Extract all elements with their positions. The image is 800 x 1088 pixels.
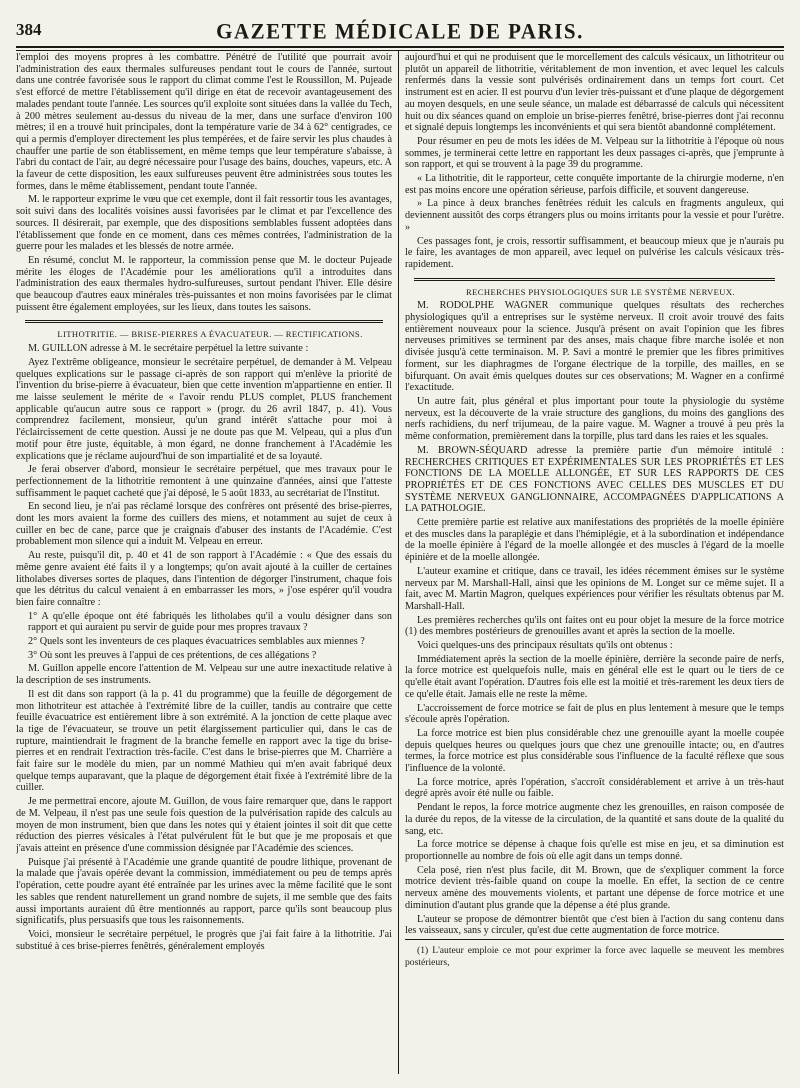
article-paragraph: Cette première partie est relative aux manifestations des propriétés de la moelle épinière et des muscles dans la paraplégie et dans l'hémiplégie, et à la subordination et indépendance de la moelle épinière à l'égard de la moelle allongée et des muscles à l'égard de la moelle épinière et de la moelle allongée. — [405, 517, 784, 564]
article-paragraph: Au reste, puisqu'il dit, p. 40 et 41 de son rapport à l'Académie : « Que des essais du même genre avaient été faits il y a longtemps; qu'on avait ajouté à la cuiller de certaines litholabes diverses sortes de plaques, dans l'intention de dégorger l'instrument, chaque fois que les détritus du calcul venaient à en embarrasser les mors, » j'ose espérer qu'il voudra bien faire connaître : — [16, 550, 392, 608]
article-paragraph: Voici quelques-uns des principaux résultats qu'ils ont obtenus : — [417, 640, 673, 652]
article-paragraph: Je me permettrai encore, ajoute M. Guillon, de vous faire remarquer que, dans le rapport de M. Velpeau, il n'est pas une seule fois question de la pulvérisation rapide des calculs au moyen de mon instrument, bien que dans les notes qui y étaient jointes il soit dit que cette réduction des pierres vésicales à l'état pulvérulent fût le but que je me proposais et que j'avais atteint en présence d'une commission désignée par l'Académie des sciences. — [16, 796, 392, 854]
article-paragraph: La force motrice est bien plus considérable chez une grenouille ayant la moelle coupée depuis quelques heures ou quelques jours que chez une grenouille intacte; ou, en d'autres termes, la force motrice est plus considérable sous l'influence de la faculté réflexe que sous l'influence de la volonté. — [405, 727, 784, 775]
article-paragraph: Pendant le repos, la force motrice augmente chez les grenouilles, en raison composée de la durée du repos, de la vitesse de la circulation, de la quantité et sans doute de la qualité du sang, etc. — [405, 802, 784, 837]
question-item: 3° Où sont les preuves à l'appui de ces prétentions, de ces allégations ? — [28, 649, 317, 661]
running-title: GAZETTE MÉDICALE DE PARIS. — [216, 18, 584, 44]
article-paragraph: En second lieu, je n'ai pas réclamé lorsque des confrères ont présenté des brise-pierres, dont les mors avaient la forme des cuillers des miens, et notamment au sujet de ceux à cuiller en bec de cane, parce que je craignais d'abuser des instants de l'Académie. C'est probablement mon silence qui a induit M. Velpeau en erreur. — [16, 501, 392, 548]
section-heading: RECHERCHES PHYSIOLOGIQUES SUR LE SYSTÈME NERVEUX. — [465, 286, 736, 297]
article-paragraph: M. BROWN-SÉQUARD adresse la première partie d'un mémoire intitulé : RECHERCHES CRITIQUES ET EXPÉRIMENTALES SUR LES PROPRIÉTÉS ET LES FONCTIONS DE LA MOELLE ALLONGÉE, ET SUR LES RAPPORTS DE CES PROPRIÉTÉS ET DE CES FONCTIONS AVEC CELLES DES MUSCLES ET DU SYSTÈME NERVEUX GANGLIONNAIRE, ACCOMPAGNÉES D'APPLICATIONS A LA PATHOLOGIE. — [405, 444, 784, 515]
article-paragraph: Voici, monsieur le secrétaire perpétuel, le progrès que j'ai fait faire à la lithotritie. J'ai substitué à ces brise-pierres fenêtrés, généralement employés — [16, 928, 392, 952]
article-paragraph: La force motrice se dépense à chaque fois qu'elle est mise en jeu, et sa diminution est proportionnelle au nombre de fois où elle agit dans un temps donné. — [405, 839, 784, 862]
article-paragraph: En résumé, conclut M. le rapporteur, la commission pense que M. le docteur Pujeade mérite les éloges de l'Académie pour les améliorations qu'il a introduites dans l'administration des eaux thermales hydro-sulfureuses, surtout pendant l'hiver. Elle désire que beaucoup d'autres eaux minérales très-puissantes et non moins favorisées par le climat puissent être également employées, sur les lieux, dans toutes les saisons. — [16, 254, 392, 313]
article-paragraph: Puisque j'ai présenté à l'Académie une grande quantité de poudre lithique, provenant de la malade que j'avais opérée devant la commission, immédiatement ou peu de temps après l'opération, cette poudre ayant été entraînée par les urines avec la même facilité que le sont les sables que rendent naturellement un grand nombre de sujets, il me semble que des faits aussi importants auraient dû être mentionnés au rapport, parce qu'ils sont beaucoup plus significatifs, plus persuasifs que tous les raisonnements. — [16, 856, 392, 927]
article-paragraph: Les premières recherches qu'ils ont faites ont eu pour objet la mesure de la force motrice (1) des membres postérieurs de grenouilles avant et après la section de la moelle. — [405, 614, 784, 638]
question-item: 2° Quels sont les inventeurs de ces plaques évacuatrices semblables aux miennes ? — [28, 636, 365, 648]
article-paragraph: Il est dit dans son rapport (à la p. 41 du programme) que la feuille de dégorgement de mon lithotriteur est attachée à l'extrémité libre de la cuiller, tandis au contraire que cette feuille évacuatrice est entièrement libre à son extrémité. A la jonction de cette plaque avec la tige de l'évacuateur, se trouve un petit élargissement particulier qui, dans le cas de rupture, maintiendrait le fragment de la branche femelle en rapport avec la tige du brise-pierres et en rendrait l'extraction très-facile. C'est dans le brise-pierres que M. Charrière a fait faire sur le modèle du mien, par un nommé Mathieu qui m'en avait fabriqué deux quelque temps auparavant, que la plaque de dégorgement était fixée à l'extrémité libre de la cuiller. — [16, 688, 392, 794]
page-header — [16, 10, 784, 44]
article-paragraph: Un autre fait, plus général et plus important pour toute la physiologie du système nerveux, est la découverte de la vraie structure des ganglions, du moins des ganglions des nerfs rachidiens, du nerf trijumeau, de la paire vague. M. Wagner a trouvé à peu près la même conformation, premièrement dans la torpille, plus tard dans les raies et les squales. — [405, 395, 784, 443]
article-paragraph: M. GUILLON adresse à M. le secrétaire perpétuel la lettre suivante : — [28, 343, 309, 355]
question-item: 1° A qu'elle époque ont été fabriqués les litholabes qu'il a voulu désigner dans son rapport et qui auraient pu servir de guide pour mes propres travaux ? — [28, 610, 392, 634]
right-column — [405, 52, 784, 1078]
article-paragraph: M. RODOLPHE WAGNER communique quelques résultats des recherches physiologiques qu'il a entreprises sur le système nerveux. Il croit avoir trouvé des faits entièrement nouveaux pour la science. Jusqu'à présent on avait l'opinion que les fibres nerveuses primitives se terminent par des anses, mais chaque fibre marche isolée et non divisée jusqu'à cette terminaison. M. P. Savi a montré le premier que les fibres primitives forment, sur les diaphragmes de l'organe électrique de la torpille, des mailles, en se bifurquant. On avait émis quelques doutes sur ces observations; M. Wagner en a confirmé l'exactitude. — [405, 300, 784, 394]
article-paragraph: La force motrice, après l'opération, s'accroît considérablement et arrive à un très-haut degré après avoir été nulle ou faible. — [405, 776, 784, 800]
article-paragraph: aujourd'hui et qui ne produisent que le morcellement des calculs vésicaux, un lithotriteur ou plutôt un appareil de lithotritie, véritablement de mon invention, et avec lequel les calculs renfermés dans la vessie sont pulvérisés ordinairement dans un temps fort court. Cet instrument est en acier. Il est pourvu d'un levier très-puissant et d'une plaque de dégorgement au moyen desquels, en une seule séance, un malade est débarrassé de calculs qui nécessitent huit ou dix séances quand on emploie un brise-pierres fenêtré, brise-pierres dont j'ai reconnu et signalé depuis longtemps les inconvénients et qui sera bientôt abandonné complétement. — [405, 52, 784, 134]
header-rule — [16, 46, 784, 51]
article-paragraph: L'auteur examine et critique, dans ce travail, les idées récemment émises sur le système nerveux par M. Marshall-Hall, ainsi que les opinions de M. Longet sur ce même sujet. Il a fait, avec M. Martin Magron, quelques expériences pour vérifier les résultats obtenus par M. Marshall-Hall. — [405, 565, 784, 612]
left-column — [16, 52, 392, 1078]
article-paragraph: Je ferai observer d'abord, monsieur le secrétaire perpétuel, que mes travaux pour le perfectionnement de la lithotritie remontent à une quinzaine d'années, ainsi que l'atteste suffisamment le paquet cacheté que j'ai déposé, le 5 août 1833, au secrétariat de l'Institut. — [16, 464, 392, 499]
article-paragraph: Immédiatement après la section de la moelle épinière, derrière la seconde paire de nerfs, la force motrice est quelquefois nulle, mais en général elle est le quart ou le tiers de ce qu'elle était avant l'opération. D'autres fois elle est la moitié et très-rarement les deux tiers de ce qu'elle était. Jamais elle ne reste la même. — [405, 653, 784, 700]
question-list — [16, 611, 392, 662]
article-paragraph: l'emploi des moyens propres à les combattre. Pénétré de l'utilité que pourrait avoir l'administration des eaux thermales sulfureuses pendant tout le cours de l'année, surtout dans une contrée favorisée sous le rapport du climat comme l'est le Roussillon, M. Pujeade s'est efforcé de mettre l'établissement qu'il dirige en état de recevoir avantageusement des malades pendant toute l'année. Les sources qu'il exploite sont situées dans la vallée du Tech, à 200 mètres seulement au-dessus du niveau de la mer, dans une surface d'environ 100 mètres; il en a trouvé huit principales, dont la température varie de 34 à 62° centigrades, ce qui a permis d'employer directement les plus tempérées, et de faire servir les plus chaudes à chauffer une partie de son établissement, en même temps que leur température s'abaisse, à l'abri du contact de l'air, au degré nécessaire pour l'usage des bains, douches, vapeurs, etc. A la faveur de cette disposition, les eaux sulfureuses peuvent être administrées sous toutes les formes, dans le même établissement, pendant toute l'année. — [16, 52, 392, 192]
section-heading: LITHOTRITIE. — BRISE-PIERRES A ÉVACUATEUR. — RECTIFICATIONS. — [57, 329, 363, 340]
page-number: 384 — [16, 20, 42, 39]
article-paragraph: M. le rapporteur exprime le vœu que cet exemple, dont il fait ressortir tous les avantages, soit suivi dans des localités voisines aussi favorisées par le climat et par l'excellence des sources. Il désirerait, par exemple, que des dispositions semblables fussent adoptées dans l'établissement que fonde en ce moment, dans ces mêmes contrées, l'administration de la guerre pour les malades et les blessés de notre armée. — [16, 194, 392, 253]
article-paragraph: L'auteur se propose de démontrer bientôt que c'est bien à l'action du sang contenu dans les vaisseaux, sans y circuler, qu'est due cette augmentation de force motrice. — [405, 913, 784, 937]
column-divider — [398, 50, 399, 1074]
quote-paragraph: « La lithotritie, dit le rapporteur, cette conquête importante de la chirurgie moderne, n'en est pas moins encore une opération sérieuse, parfois difficile, et souvent dangereuse. — [405, 173, 784, 196]
article-paragraph: Pour résumer en peu de mots les idées de M. Velpeau sur la lithotritie à l'époque où nous sommes, je terminerai cette lettre en rapportant les deux passages ci-après, que j'emprunte à son rapport, et qui se trouvent à la page 39 du programme. — [405, 135, 784, 171]
article-paragraph: M. Guillon appelle encore l'attention de M. Velpeau sur une autre inexactitude relative à la description de ses instruments. — [16, 663, 392, 687]
article-paragraph: L'accroissement de force motrice se fait de plus en plus lentement à mesure que le temps s'écoule après l'opération. — [405, 702, 784, 726]
article-paragraph: Ces passages font, je crois, ressortir suffisamment, et beaucoup mieux que je n'aurais pu le faire, les avantages de mon appareil, avec lequel on pulvérise les calculs vésicaux très-rapidement. — [405, 235, 784, 270]
article-paragraph: Ayez l'extrême obligeance, monsieur le secrétaire perpétuel, de demander à M. Velpeau quelques explications sur le passage ci-après de son rapport qui m'enlève la priorité de l'invention du brise-pierre à évacuateur, bien que cette invention m'appartienne en entier. Il me laisse seulement le mérite de « l'avoir rendu PLUS complet, PLUS franchement applicable qu'aucun autre sous ce rapport » (progr. du 26 avril 1847, p. 41). Vous comprendrez facilement, monsieur, qu'un grand intérêt s'attache pour moi à l'éclaircissement de cette question. Aussi je ne doute pas que M. Velpeau, qui a plus d'un motif pour être juste, équitable, à mon égard, ne donne franchement à l'Académie les explications que je réclame aujourd'hui de son impartialité et de sa loyauté. — [16, 356, 392, 462]
section-separator — [25, 320, 382, 323]
quote-paragraph: » La pince à deux branches fenêtrées réduit les calculs en fragments anguleux, qui deviennent aussitôt des corps étrangers plus ou moins irritants pour la vessie et pour l'urètre. » — [405, 198, 784, 233]
footnote: (1) L'auteur emploie ce mot pour exprimer la force avec laquelle se meuvent les membres postérieurs, — [405, 939, 784, 968]
section-separator — [414, 278, 774, 281]
article-paragraph: Cela posé, rien n'est plus facile, dit M. Brown, que de s'expliquer comment la force motrice devient très-faible quand on coupe la moelle. En effet, la section de ce centre nerveux amène des mouvements violents, et partant une dépense de force motrice et une diminution d'autant plus grande que la dépense a été plus grande. — [405, 864, 784, 911]
